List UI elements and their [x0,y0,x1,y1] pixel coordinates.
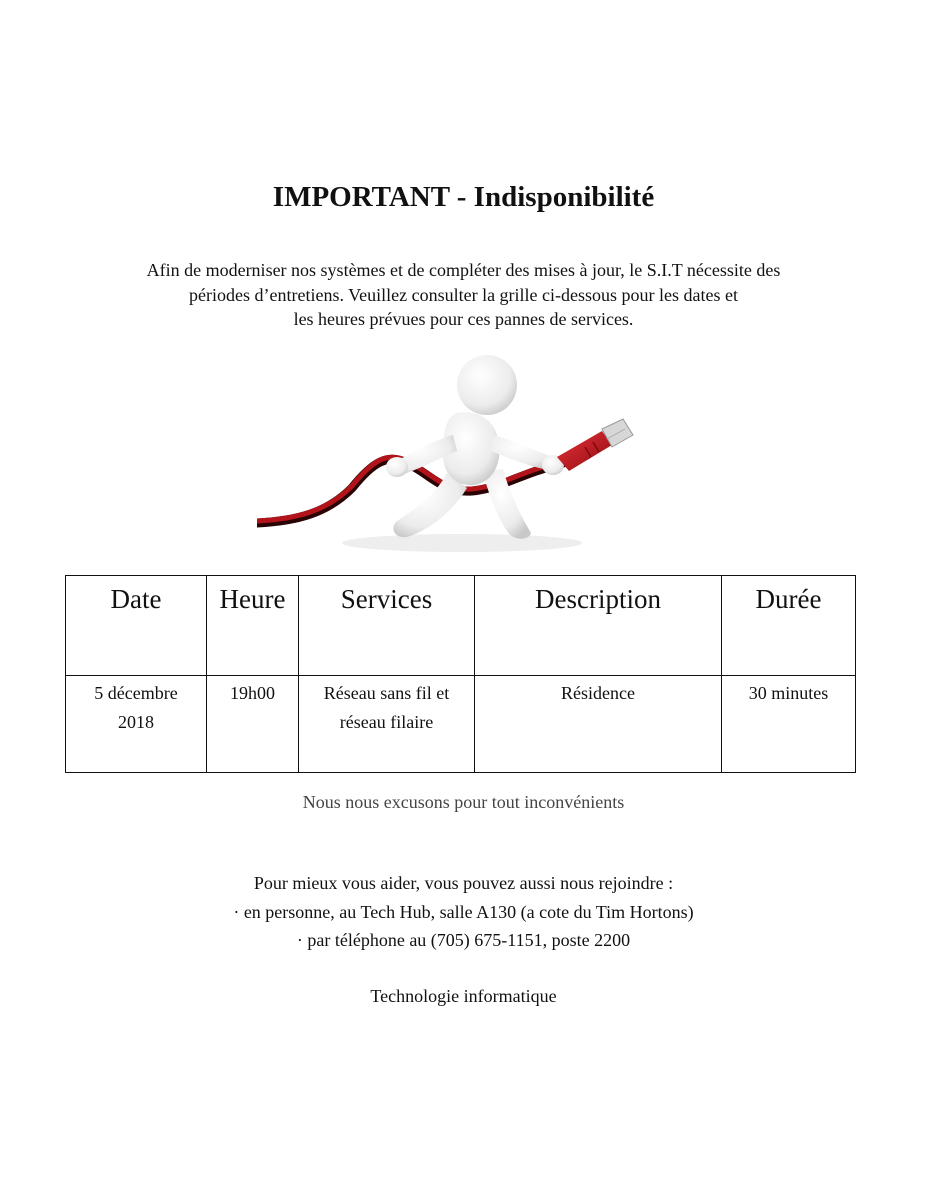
contact-intro: Pour mieux vous aider, vous pouvez aussi nous rejoindre : [253,873,674,893]
apology-text: Nous nous excusons pour tout inconvénients [302,792,625,812]
cell-date-line: 5 décembre [94,683,178,703]
cell-duration: 30 minutes [722,676,856,773]
page-title: IMPORTANT - Indisponibilité [272,181,655,213]
cell-date-line: 2018 [118,712,154,732]
table-header-row [66,576,856,676]
cell-services-line: réseau filaire [339,712,434,732]
maintenance-schedule-table [65,575,856,773]
contact-info [0,869,927,955]
column-header-description: Description [475,576,722,676]
cell-description: Résidence [475,676,722,773]
cell-date [66,676,207,773]
table-row [66,676,856,773]
column-header-time: Heure [207,576,299,676]
column-header-duration: Durée [722,576,856,676]
intro-line: périodes d’entretiens. Veuillez consulter la grille ci-dessous pour les dates et [189,284,738,305]
intro-paragraph [60,258,867,332]
intro-line: Afin de moderniser nos systèmes et de compléter des mises à jour, le S.I.T nécessite des [146,260,781,280]
signature: Technologie informatique [370,986,557,1006]
figure-pulling-network-cable-icon [257,353,640,556]
intro-line: les heures prévues pour ces pannes de services. [293,309,634,329]
contact-in-person: · en personne, au Tech Hub, salle A130 (a cote du Tim Hortons) [233,901,694,922]
column-header-date: Date [66,576,207,676]
column-header-services: Services [299,576,475,676]
cell-services [299,676,475,773]
cell-time: 19h00 [207,676,299,773]
cell-services-line: Réseau sans fil et [323,683,450,703]
contact-phone: · par téléphone au (705) 675-1151, poste 2200 [296,930,631,950]
